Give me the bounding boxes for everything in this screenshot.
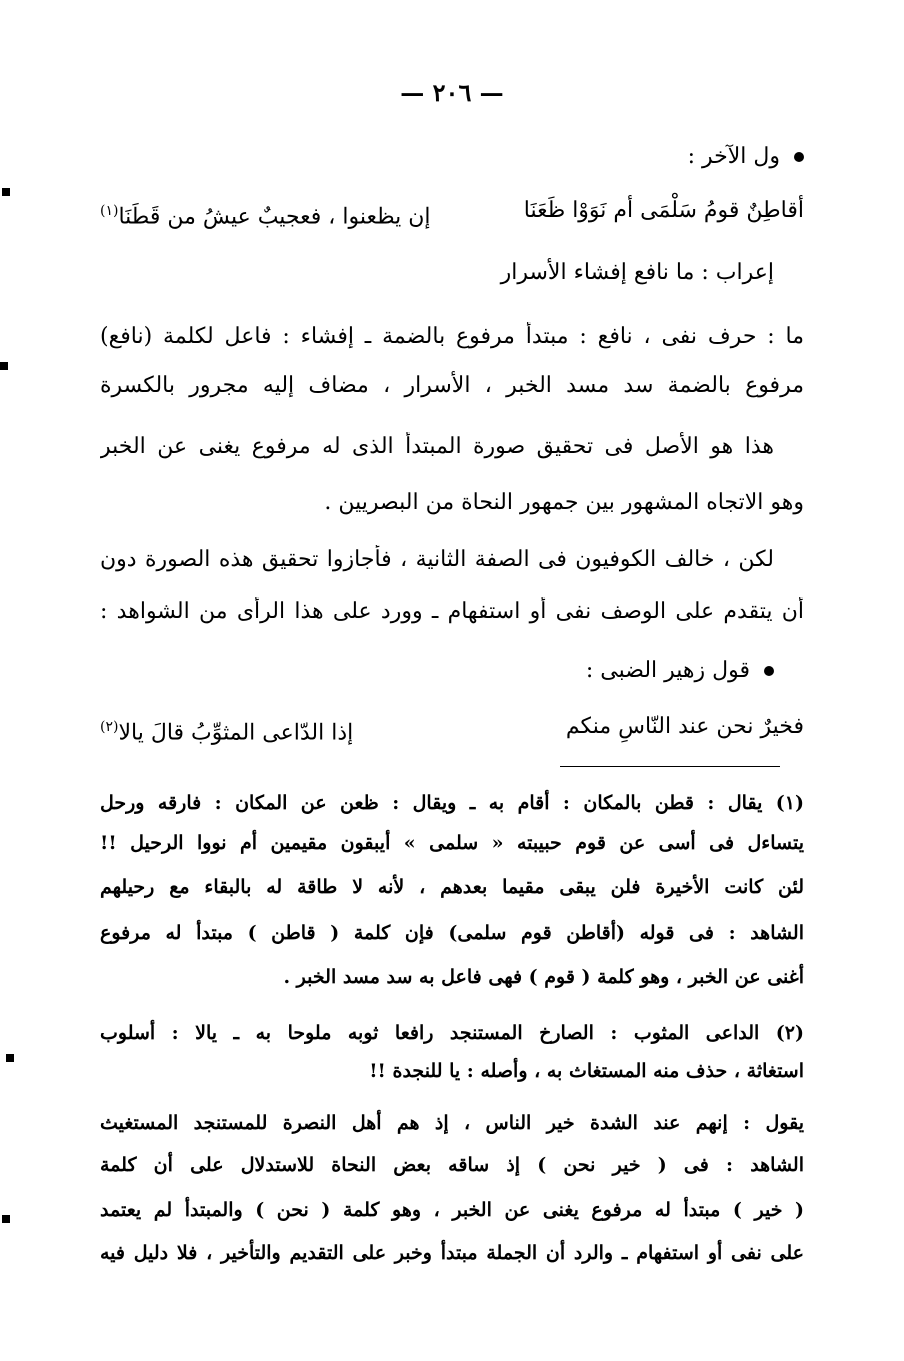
footnote-ref-2: (٢): [100, 719, 119, 735]
footnote-line: الشاهد : فى قوله (أقاطن قوم سلمى) فإن كلمة ( قاطن ) مبتدأ له مرفوع: [100, 922, 804, 944]
scan-margin-mark: [0, 362, 8, 370]
scan-margin-mark: [6, 1054, 14, 1062]
footnote-divider: [560, 766, 780, 767]
verse-2: [100, 712, 804, 748]
bullet-icon: [764, 666, 774, 676]
verse-1-second-hemistich: إن يظعنوا ، فعجيبٌ عيشُ من قَطَنَا$^{(١)}$: [100, 203, 431, 230]
scan-margin-mark: [2, 1215, 10, 1223]
footnote-line: على نفى أو استفهام ـ والرد أن الجملة مبتدأ وخبر على التقديم والتأخير ، فلا دليل فيه: [100, 1242, 804, 1264]
irab-title: إعراب : ما نافع إفشاء الأسرار: [500, 260, 774, 285]
footnote-line: (٢) الداعى المثوب : الصارخ المستنجد رافعا ثوبه ملوحا به ـ يالا : أسلوب: [100, 1022, 804, 1044]
footnote-line: (١) يقال : قطن بالمكان : أقام به ـ ويقال : ظعن عن المكان : فارقه ورحل: [100, 792, 804, 814]
irab-line: مرفوع بالضمة سد مسد الخبر ، الأسرار ، مضاف إليه مجرور بالكسرة: [100, 373, 804, 398]
paragraph-line: وهو الاتجاه المشهور بين جمهور النحاة من البصريين .: [324, 490, 804, 515]
footnote-line: الشاهد : فى ( خير نحن ) إذ ساقه بعض النحاة للاستدلال على أن كلمة: [100, 1154, 804, 1176]
section-heading-1: [100, 142, 804, 172]
verse-1: [100, 196, 804, 232]
paragraph-line: أن يتقدم على الوصف نفى أو استفهام ـ وورد على هذا الرأى من الشواهد :: [100, 599, 804, 624]
section2-title: قول زهير الضبى :: [585, 658, 750, 683]
irab-line: ما : حرف نفى ، نافع : مبتدأ مرفوع بالضمة ـ إفشاء : فاعل لكلمة (نافع): [100, 324, 804, 349]
bullet-icon: [794, 152, 804, 162]
scan-margin-mark: [2, 188, 10, 196]
page-number: — ٢٠٦ —: [400, 78, 504, 107]
footnote-line: لئن كانت الأخيرة فلن يبقى مقيما بعدهم ، لأنه لا طاقة له بالبقاء مع رحيلهم: [100, 876, 804, 898]
verse-2-second-hemistich: إذا الدّاعى المثوِّبُ قالَ يالا$^{(٢)}$: [100, 719, 354, 746]
footnote-line: استغاثة ، حذف منه المستغاث به ، وأصله : يا للنجدة !!: [369, 1060, 804, 1082]
section-title: ول الآخر :: [687, 144, 780, 169]
section-heading-2: [100, 656, 774, 686]
verse-2-first-hemistich: فخيرٌ نحن عند النّاسِ منكم: [565, 714, 804, 739]
paragraph-line: هذا هو الأصل فى تحقيق صورة المبتدأ الذى له مرفوع يغنى عن الخبر: [100, 434, 774, 459]
verse-1-first-hemistich: أقاطِنٌ قومُ سَلْمَى أم نَوَوْا ظَعَنَا: [523, 198, 804, 223]
footnote-line: أغنى عن الخبر ، وهو كلمة ( قوم ) فهى فاعل به سد مسد الخبر .: [283, 966, 804, 988]
footnote-line: يتساءل فى أسى عن قوم حبيبته « سلمى » أيبقون مقيمين أم نووا الرحيل !!: [100, 832, 804, 854]
footnote-line: يقول : إنهم عند الشدة خير الناس ، إذ هم أهل النصرة للمستنجد المستغيث: [100, 1112, 804, 1134]
paragraph-line: لكن ، خالف الكوفيون فى الصفة الثانية ، فأجازوا تحقيق هذه الصورة دون: [100, 547, 774, 572]
footnote-ref-1: (١): [100, 203, 119, 219]
footnote-line: ( خير ) مبتدأ له مرفوع يغنى عن الخبر ، وهو كلمة ( نحن ) والمبتدأ لم يعتمد: [100, 1199, 804, 1221]
